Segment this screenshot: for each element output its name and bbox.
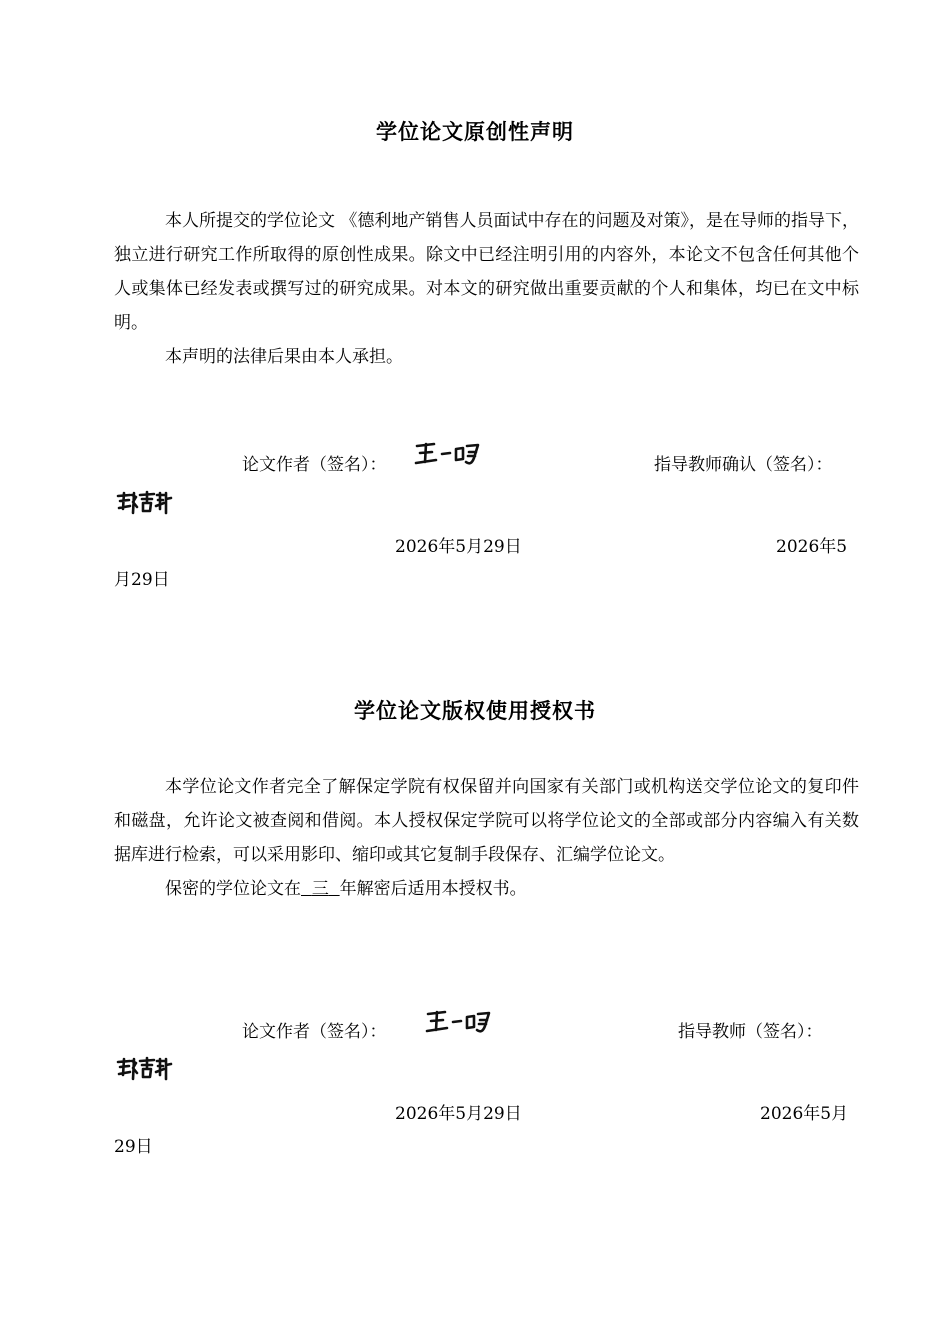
authorization-advisor-label: 指导教师（签名）： (678, 1022, 823, 1042)
declaration-author-signature (414, 440, 484, 470)
declaration-advisor-label: 指导教师确认（签名）： (654, 455, 833, 475)
authorization-paragraph-2-suffix: 年解密后适用本授权书。 (339, 879, 527, 899)
secrecy-years-value: 三 (311, 879, 329, 899)
authorization-paragraph-1: 本学位论文作者完全了解保定学院有权保留并向国家有关部门或机构送交学位论文的复印件和磁盘，允许论文被查阅和借阅。本人授权保定学院可以将学位论文的全部或部分内容编入有关数据库进行检索，可以采用影印、缩印或其它复制手段保存、汇编学位论文。 (114, 777, 859, 865)
declaration-body (114, 204, 859, 374)
declaration-author-label: 论文作者（签名）： (242, 455, 387, 475)
declaration-author-date: 2026年5月29日 (395, 537, 522, 557)
secrecy-years (301, 879, 340, 899)
authorization-advisor-date-part2: 29日 (114, 1137, 153, 1157)
authorization-advisor-signature (116, 1055, 172, 1083)
authorization-title: 学位论文版权使用授权书 (354, 699, 596, 723)
authorization-advisor-date-part1: 2026年5月 (760, 1104, 849, 1124)
declaration-paragraph-1: 本人所提交的学位论文 《德利地产销售人员面试中存在的问题及对策》，是在导师的指导下，独立进行研究工作所取得的原创性成果。除文中已经注明引用的内容外，本论文不包含任何其他个人或集体已经发表或撰写过的研究成果。对本文的研究做出重要贡献的个人和集体，均已在文中标明。 (114, 211, 859, 333)
declaration-advisor-date-part1: 2026年5 (776, 537, 848, 557)
authorization-paragraph-2 (114, 872, 859, 906)
authorization-author-label: 论文作者（签名）： (242, 1022, 387, 1042)
declaration-advisor-signature (116, 489, 172, 517)
declaration-paragraph-2: 本声明的法律后果由本人承担。 (165, 347, 403, 367)
authorization-author-date: 2026年5月29日 (395, 1104, 522, 1124)
authorization-body (114, 770, 859, 906)
authorization-author-signature (425, 1008, 495, 1038)
declaration-title: 学位论文原创性声明 (376, 120, 574, 144)
declaration-advisor-date-part2: 月29日 (114, 570, 170, 590)
authorization-paragraph-2-prefix: 保密的学位论文在 (165, 879, 301, 899)
